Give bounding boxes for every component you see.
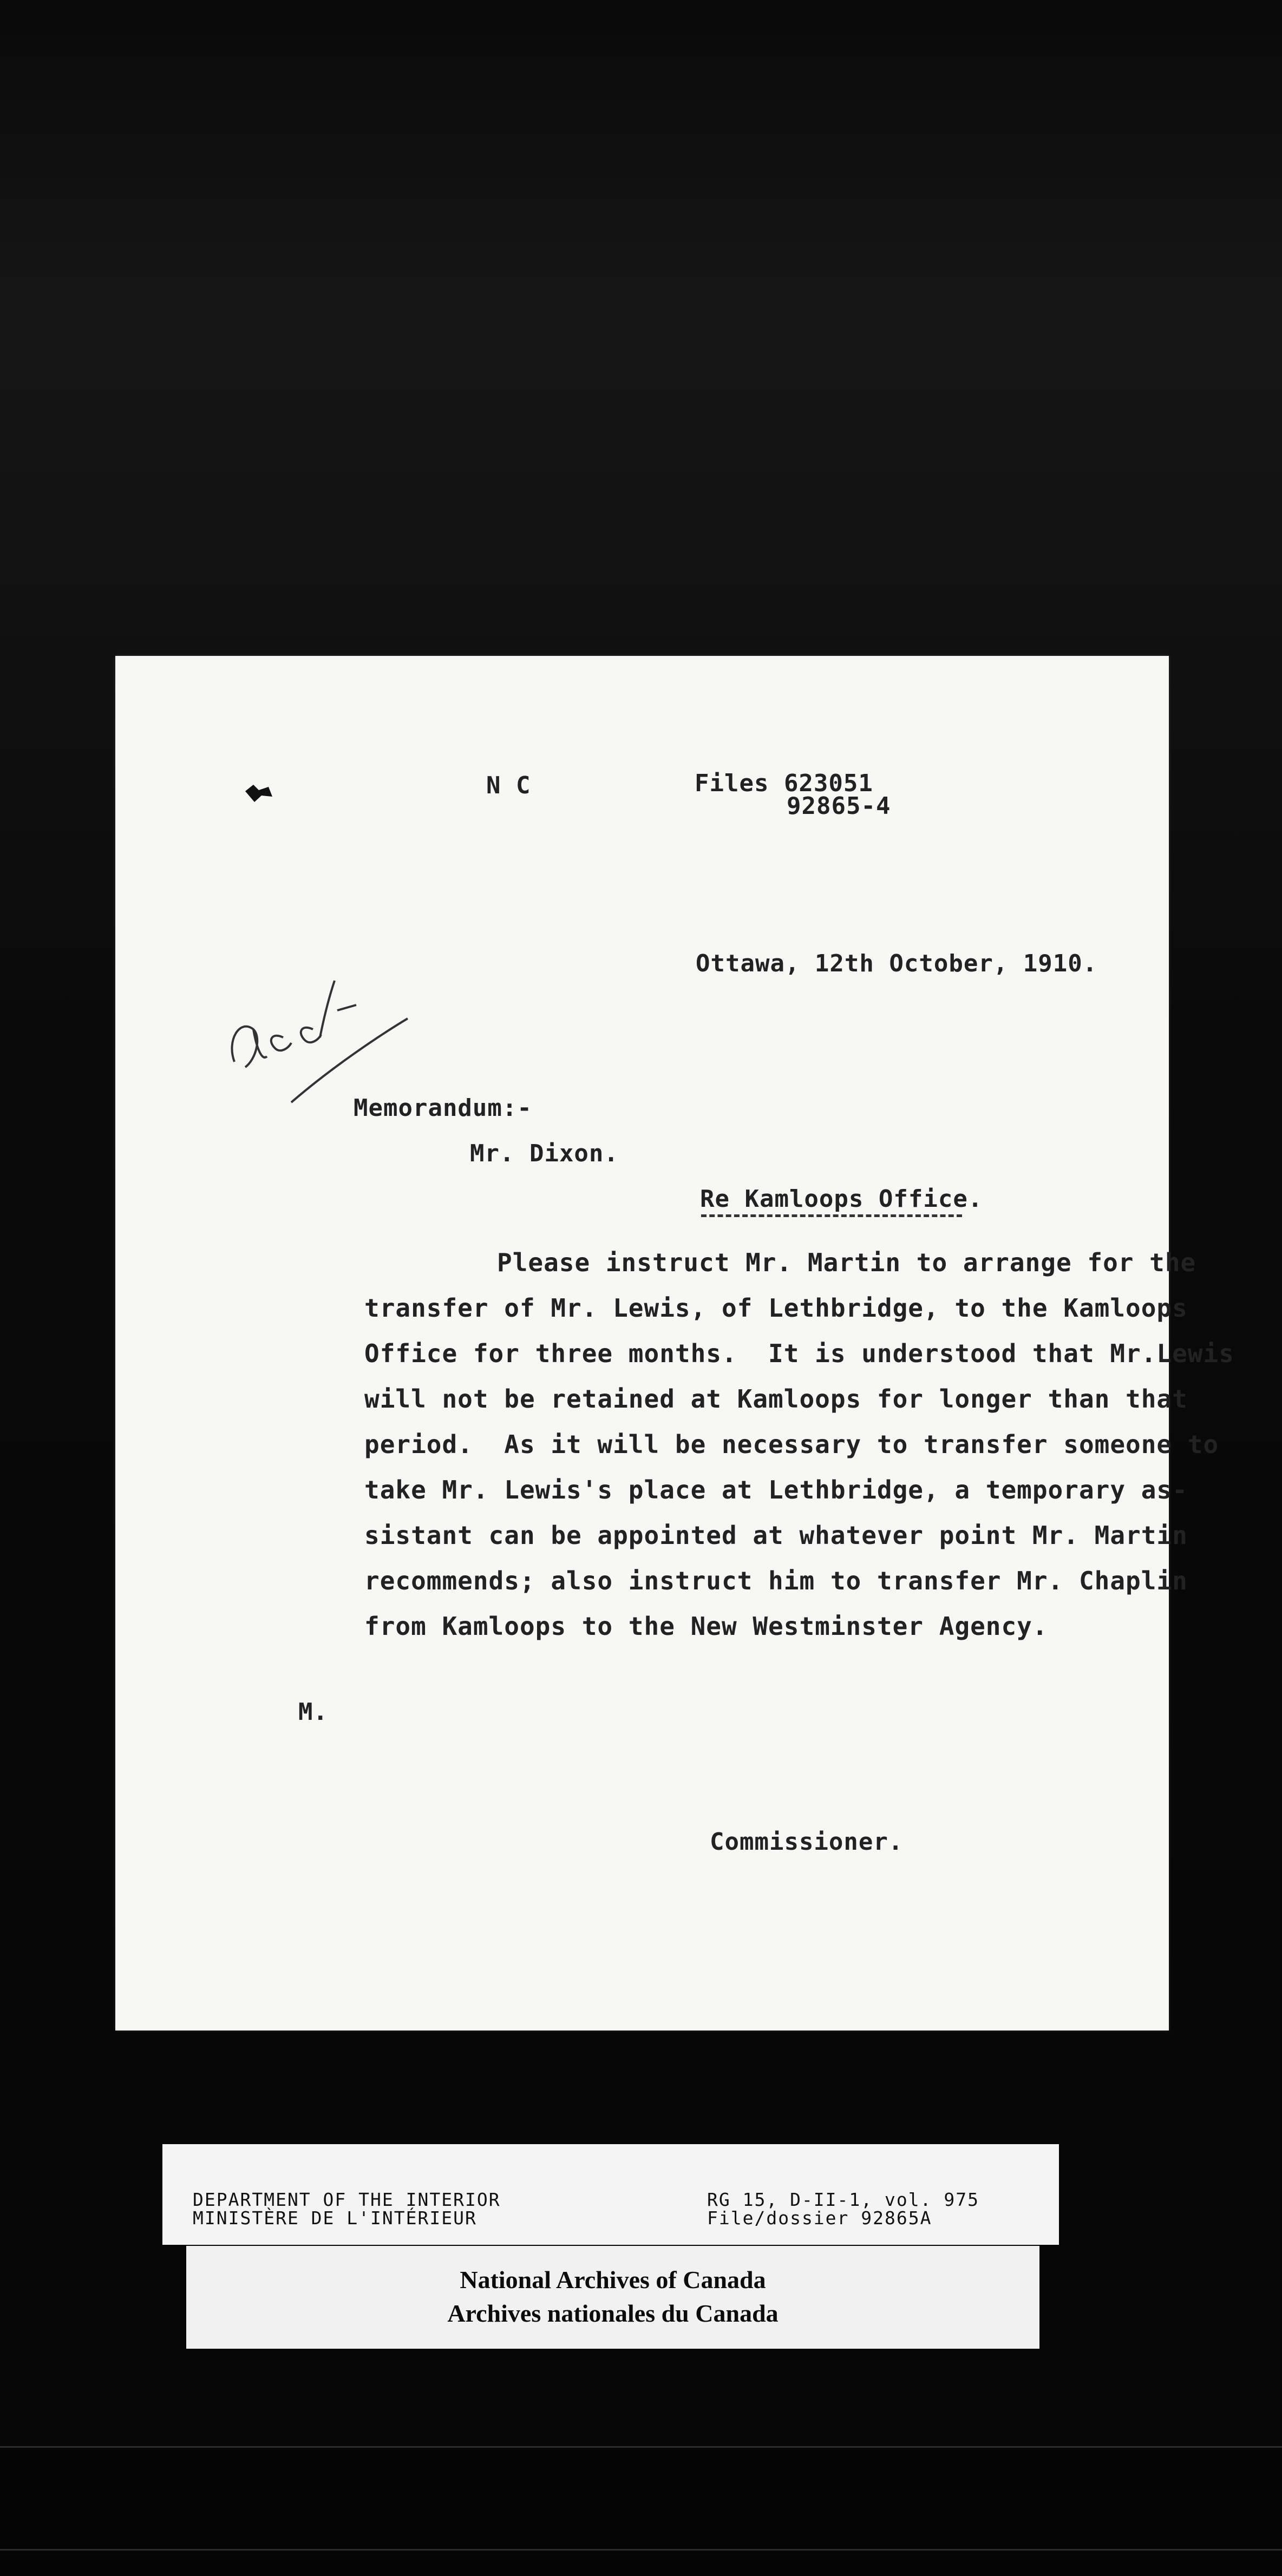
archive-name-french: Archives nationales du Canada [447,2299,779,2327]
body-line: period. As it will be necessary to transfer someone to [364,1430,1219,1459]
file-dossier-number: File/dossier 92865A [707,2207,932,2229]
files-second-number: 92865-4 [787,792,891,820]
signature-title: Commissioner. [710,1828,904,1856]
body-line: recommends; also instruct him to transfer Mr. Chaplin [364,1566,1188,1595]
archive-name-english: National Archives of Canada [460,2266,766,2294]
archive-reference-label [162,2144,1059,2245]
archive-name-label [186,2246,1039,2349]
letter-date: Ottawa, 12th October, 1910. [696,950,1098,977]
body-line: take Mr. Lewis's place at Lethbridge, a temporary as- [364,1475,1188,1504]
scan-line-top [0,2446,1282,2448]
memo-addressee: Mr. Dixon. [470,1140,619,1167]
memo-subject: Re Kamloops Office. [700,1185,983,1213]
scan-line-bottom [0,2549,1282,2551]
department-english: DEPARTMENT OF THE INTERIOR [193,2189,501,2210]
body-line: transfer of Mr. Lewis, of Lethbridge, to the Kamloops [364,1293,1188,1323]
body-line: sistant can be appointed at whatever point Mr. Martin [364,1521,1188,1550]
record-group-reference: RG 15, D-II-1, vol. 975 [707,2189,979,2210]
memo-heading: Memorandum:- [354,1094,532,1122]
body-line: Please instruct Mr. Martin to arrange for the [497,1248,1196,1277]
body-line: Office for three months. It is understood that Mr.Lewis [364,1339,1234,1368]
body-line: from Kamloops to the New Westminster Agency. [364,1612,1048,1641]
header-initials: N C [486,772,531,799]
body-line: will not be retained at Kamloops for longer than that [364,1384,1188,1414]
department-french: MINISTÈRE DE L'INTÉRIEUR [193,2207,477,2229]
initial-mark: M. [298,1698,328,1726]
ink-smudge-icon [243,780,275,805]
files-label: Files 623051 [695,770,873,797]
document-page [115,656,1234,2030]
subject-underline [701,1214,962,1217]
